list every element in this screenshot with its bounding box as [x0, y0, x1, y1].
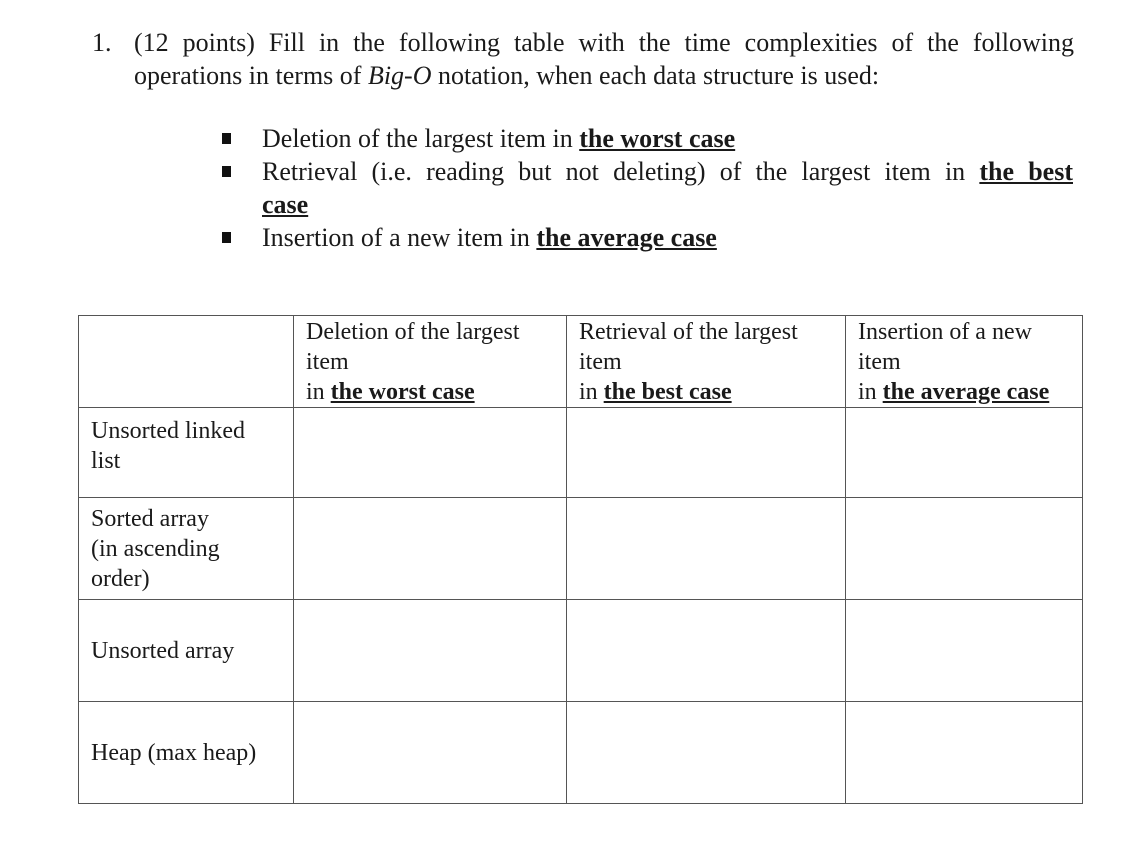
header-retrieval-case: the best case — [603, 379, 732, 405]
row-label-line-1: Sorted array — [91, 506, 209, 532]
big-o-term: Big-O — [367, 61, 432, 90]
header-empty-cell — [79, 316, 294, 408]
answer-cell[interactable] — [846, 600, 1083, 702]
header-insertion-case: the average case — [882, 379, 1050, 405]
header-deletion-in: in — [306, 379, 331, 405]
square-bullet-icon — [222, 133, 231, 144]
bullet-retrieval-plain: Retrieval (i.e. reading but not deleting) of the largest item in — [262, 157, 980, 186]
header-insertion-line-2: item — [858, 349, 901, 375]
row-label-line-2: (in ascending — [91, 536, 220, 562]
question-line-2-end: notation, when each data structure is used: — [431, 61, 880, 90]
complexity-table — [78, 315, 1083, 804]
square-bullet-icon — [222, 166, 231, 177]
header-deletion-line-1: Deletion of the largest — [306, 319, 520, 345]
header-deletion-case: the worst case — [330, 379, 475, 405]
question-line-2 — [134, 59, 1074, 92]
answer-cell[interactable] — [294, 702, 567, 804]
row-label-unsorted-array — [79, 600, 294, 702]
bullet-retrieval-emphasis-1: the best — [979, 157, 1073, 186]
table-row — [79, 498, 1083, 600]
bullet-deletion-emphasis: the worst case — [579, 124, 736, 153]
question-line-1: (12 points) Fill in the following table with the time complexities of the following — [134, 28, 1074, 57]
table-header-row — [79, 316, 1083, 408]
header-insertion-in: in — [858, 379, 883, 405]
bullet-list — [218, 122, 1073, 254]
header-retrieval — [567, 316, 846, 408]
table-row — [79, 408, 1083, 498]
header-retrieval-line-2: item — [579, 349, 622, 375]
row-label-unsorted-linked-list — [79, 408, 294, 498]
answer-cell[interactable] — [294, 408, 567, 498]
row-label-line-3: order) — [91, 566, 150, 592]
header-deletion-line-3 — [306, 377, 566, 407]
bullet-retrieval-text-2 — [262, 188, 1073, 221]
answer-cell[interactable] — [294, 600, 567, 702]
header-retrieval-line-1: Retrieval of the largest — [579, 319, 798, 345]
header-retrieval-line-3 — [579, 377, 845, 407]
answer-cell[interactable] — [846, 408, 1083, 498]
header-deletion-line-2: item — [306, 349, 349, 375]
bullet-insertion-plain: Insertion of a new item in — [262, 223, 537, 252]
answer-cell[interactable] — [294, 498, 567, 600]
table-row — [79, 600, 1083, 702]
header-deletion — [294, 316, 567, 408]
bullet-insertion-emphasis: the average case — [536, 223, 717, 252]
answer-cell[interactable] — [567, 600, 846, 702]
bullet-deletion-text — [262, 122, 1073, 155]
bullet-item-deletion — [218, 122, 1073, 155]
answer-cell[interactable] — [846, 498, 1083, 600]
answer-cell[interactable] — [567, 498, 846, 600]
row-label-line-1: Unsorted linked — [91, 418, 245, 444]
table-row — [79, 702, 1083, 804]
row-label-heap — [79, 702, 294, 804]
bullet-insertion-text — [262, 221, 1073, 254]
answer-cell[interactable] — [567, 702, 846, 804]
bullet-item-retrieval — [218, 155, 1073, 221]
row-label-line-2: list — [91, 448, 121, 474]
question-line-2-start: operations in terms of — [134, 61, 368, 90]
question-number: 1. — [92, 28, 112, 57]
header-insertion-line-3 — [858, 377, 1082, 407]
row-label-line-1: Heap (max heap) — [91, 739, 257, 766]
header-retrieval-in: in — [579, 379, 604, 405]
answer-cell[interactable] — [567, 408, 846, 498]
row-label-sorted-array — [79, 498, 294, 600]
header-insertion — [846, 316, 1083, 408]
answer-cell[interactable] — [846, 702, 1083, 804]
header-insertion-line-1: Insertion of a new — [858, 319, 1032, 345]
question-text — [134, 26, 1074, 92]
row-label-line-1: Unsorted array — [91, 637, 235, 664]
bullet-retrieval-text — [262, 155, 1073, 188]
bullet-item-insertion — [218, 221, 1073, 254]
bullet-deletion-plain: Deletion of the largest item in — [262, 124, 580, 153]
bullet-retrieval-emphasis-2: case — [262, 190, 309, 219]
square-bullet-icon — [222, 232, 231, 243]
